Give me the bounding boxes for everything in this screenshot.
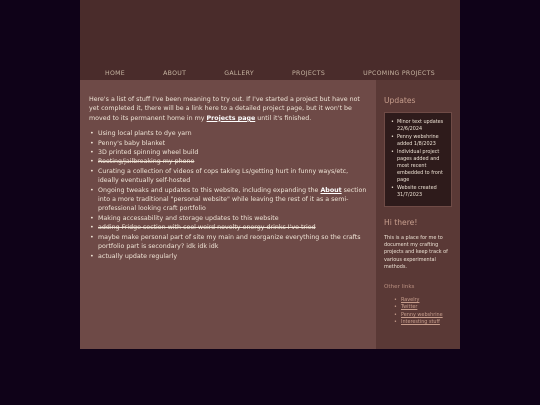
list-item <box>89 129 367 138</box>
list-item <box>89 252 367 261</box>
penny-webshrine-link[interactable]: Penny webshrine <box>401 311 443 318</box>
list-item-text: 3D printed spinning wheel build <box>98 149 199 157</box>
header-banner <box>80 0 460 80</box>
updates-box <box>384 112 452 207</box>
list-item-text: Using local plants to dye yarn <box>98 130 192 138</box>
main-nav <box>80 66 460 80</box>
intro-paragraph <box>89 95 367 123</box>
link-item <box>384 297 452 304</box>
sidebar <box>376 80 460 349</box>
list-item <box>89 186 367 214</box>
list-item-done <box>89 223 367 232</box>
intro-text-end: until it's finished. <box>255 114 312 122</box>
nav-about[interactable]: ABOUT <box>163 69 187 77</box>
ravelry-link[interactable]: Ravelry <box>401 297 420 304</box>
list-item-text: Ongoing tweaks and updates to this website, including expanding the <box>98 186 321 194</box>
list-item <box>89 214 367 223</box>
nav-projects[interactable]: PROJECTS <box>292 69 326 77</box>
about-blurb: This is a place for me to document my crafting projects and keep track of various experimental methods. <box>384 235 448 270</box>
updates-list <box>389 119 446 199</box>
intro-text: Here's a list of stuff I've been meaning to try out. If I've started a project but have not yet completed it, there will be a link here to a detailed project page, but it won't be moved to its permanent home in my <box>89 96 360 122</box>
list-item-text: actually update regularly <box>98 252 178 260</box>
todo-list <box>89 129 367 261</box>
nav-upcoming-projects[interactable]: UPCOMING PROJECTS <box>363 69 435 77</box>
main-content <box>80 80 376 349</box>
projects-page-link[interactable]: Projects page <box>206 114 256 122</box>
twitter-link[interactable]: Twitter <box>401 304 418 311</box>
list-item-text-end: section into a more traditional "personal website" while leaving the rest of it as a semi-professional looking craft portfolio <box>98 186 367 213</box>
update-item: • Penny webshrine added 1/8/2023 <box>389 134 446 148</box>
about-link[interactable]: About <box>320 186 342 194</box>
update-item: • Website created 31/7/2023 <box>389 185 446 199</box>
list-item-done <box>89 157 367 166</box>
link-item <box>384 304 452 311</box>
nav-home[interactable]: HOME <box>105 69 126 77</box>
update-item: • Individual project pages added and most recent embedded to front page <box>389 149 446 184</box>
list-item-text: Penny's baby blanket <box>98 139 166 147</box>
interesting-stuff-link[interactable]: Interesting stuff <box>401 318 440 325</box>
other-links-list <box>384 297 452 326</box>
list-item-text: Rooting/jailbreaking my phone <box>98 158 195 166</box>
link-item <box>384 312 452 319</box>
page-container <box>80 0 460 349</box>
list-item-text: adding Fridge section with cool weird novelty energy drinks I've tried <box>98 224 316 232</box>
list-item <box>89 139 367 148</box>
other-links-heading: Other links <box>384 284 415 291</box>
updates-heading: Updates <box>384 96 416 105</box>
update-item: • Minor text updates 22/6/2024 <box>389 119 446 133</box>
list-item-text: Making accessability and storage updates to this website <box>98 214 279 222</box>
link-item <box>384 319 452 326</box>
nav-gallery[interactable]: GALLERY <box>224 69 254 77</box>
list-item <box>89 167 367 186</box>
list-item-text: maybe make personal part of site my main and reorganize everything so the crafts portfolio part is secondary? idk idk idk <box>98 233 361 251</box>
hi-heading: Hi there! <box>384 218 418 227</box>
list-item <box>89 148 367 157</box>
list-item-text: Curating a collection of videos of cops taking Ls/getting hurt in funny ways/etc, ideally eventually self-hosted <box>98 167 349 185</box>
list-item <box>89 233 367 252</box>
